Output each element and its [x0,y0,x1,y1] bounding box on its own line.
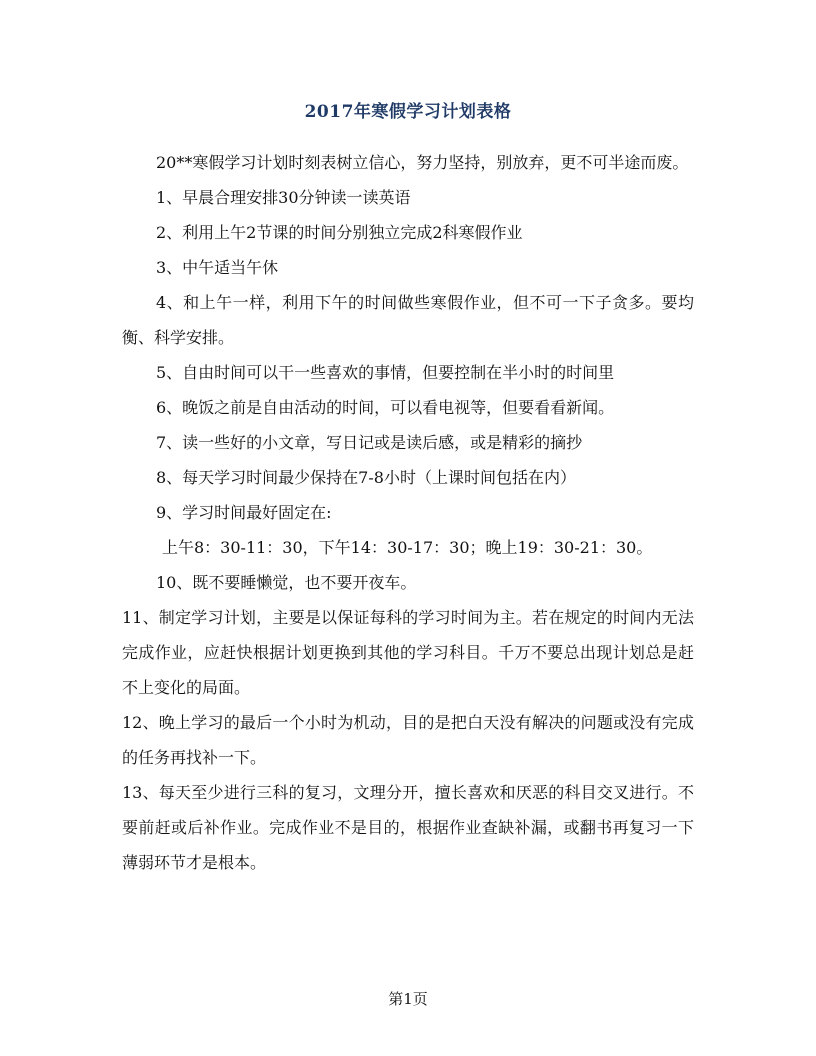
document-body [122,145,694,880]
plan-item-2: 2、利用上午2节课的时间分别独立完成2科寒假作业 [156,223,523,242]
plan-item-3: 3、中午适当午休 [156,258,279,277]
plan-item-6: 6、晚饭之前是自由活动的时间，可以看电视等，但要看看新闻。 [156,398,615,417]
study-times: 上午8：30-11：30，下午14：30-17：30；晚上19：30-21：30。 [162,538,653,557]
page-number: 第1页 [388,990,428,1008]
plan-item-8: 8、每天学习时间最少保持在7-8小时（上课时间包括在内） [156,468,576,487]
intro-paragraph: 20**寒假学习计划时刻表树立信心，努力坚持，别放弃，更不可半途而废。 [156,153,689,172]
plan-item-4: 4、和上午一样，利用下午的时间做些寒假作业，但不可一下子贪多。要均衡、科学安排。 [122,293,694,347]
plan-item-11: 11、制定学习计划，主要是以保证每科的学习时间为主。若在规定的时间内无法完成作业，应赶快根据计划更换到其他的学习科目。千万不要总出现计划总是赶不上变化的局面。 [122,608,694,697]
plan-item-5: 5、自由时间可以干一些喜欢的事情，但要控制在半小时的时间里 [156,363,615,382]
plan-item-10: 10、既不要睡懒觉，也不要开夜车。 [156,573,417,592]
plan-item-1: 1、早晨合理安排30分钟读一读英语 [156,188,411,207]
plan-item-12: 12、晚上学习的最后一个小时为机动，目的是把白天没有解决的问题或没有完成的任务再找补一下。 [122,713,694,767]
plan-item-7: 7、读一些好的小文章，写日记或是读后感，或是精彩的摘抄 [156,433,583,452]
plan-item-13: 13、每天至少进行三科的复习，文理分开，擅长喜欢和厌恶的科目交叉进行。不要前赶或后补作业。完成作业不是目的，根据作业查缺补漏，或翻书再复习一下薄弱环节才是根本。 [122,783,694,872]
document-title: 2017年寒假学习计划表格 [304,102,512,122]
plan-item-9: 9、学习时间最好固定在: [156,503,332,522]
